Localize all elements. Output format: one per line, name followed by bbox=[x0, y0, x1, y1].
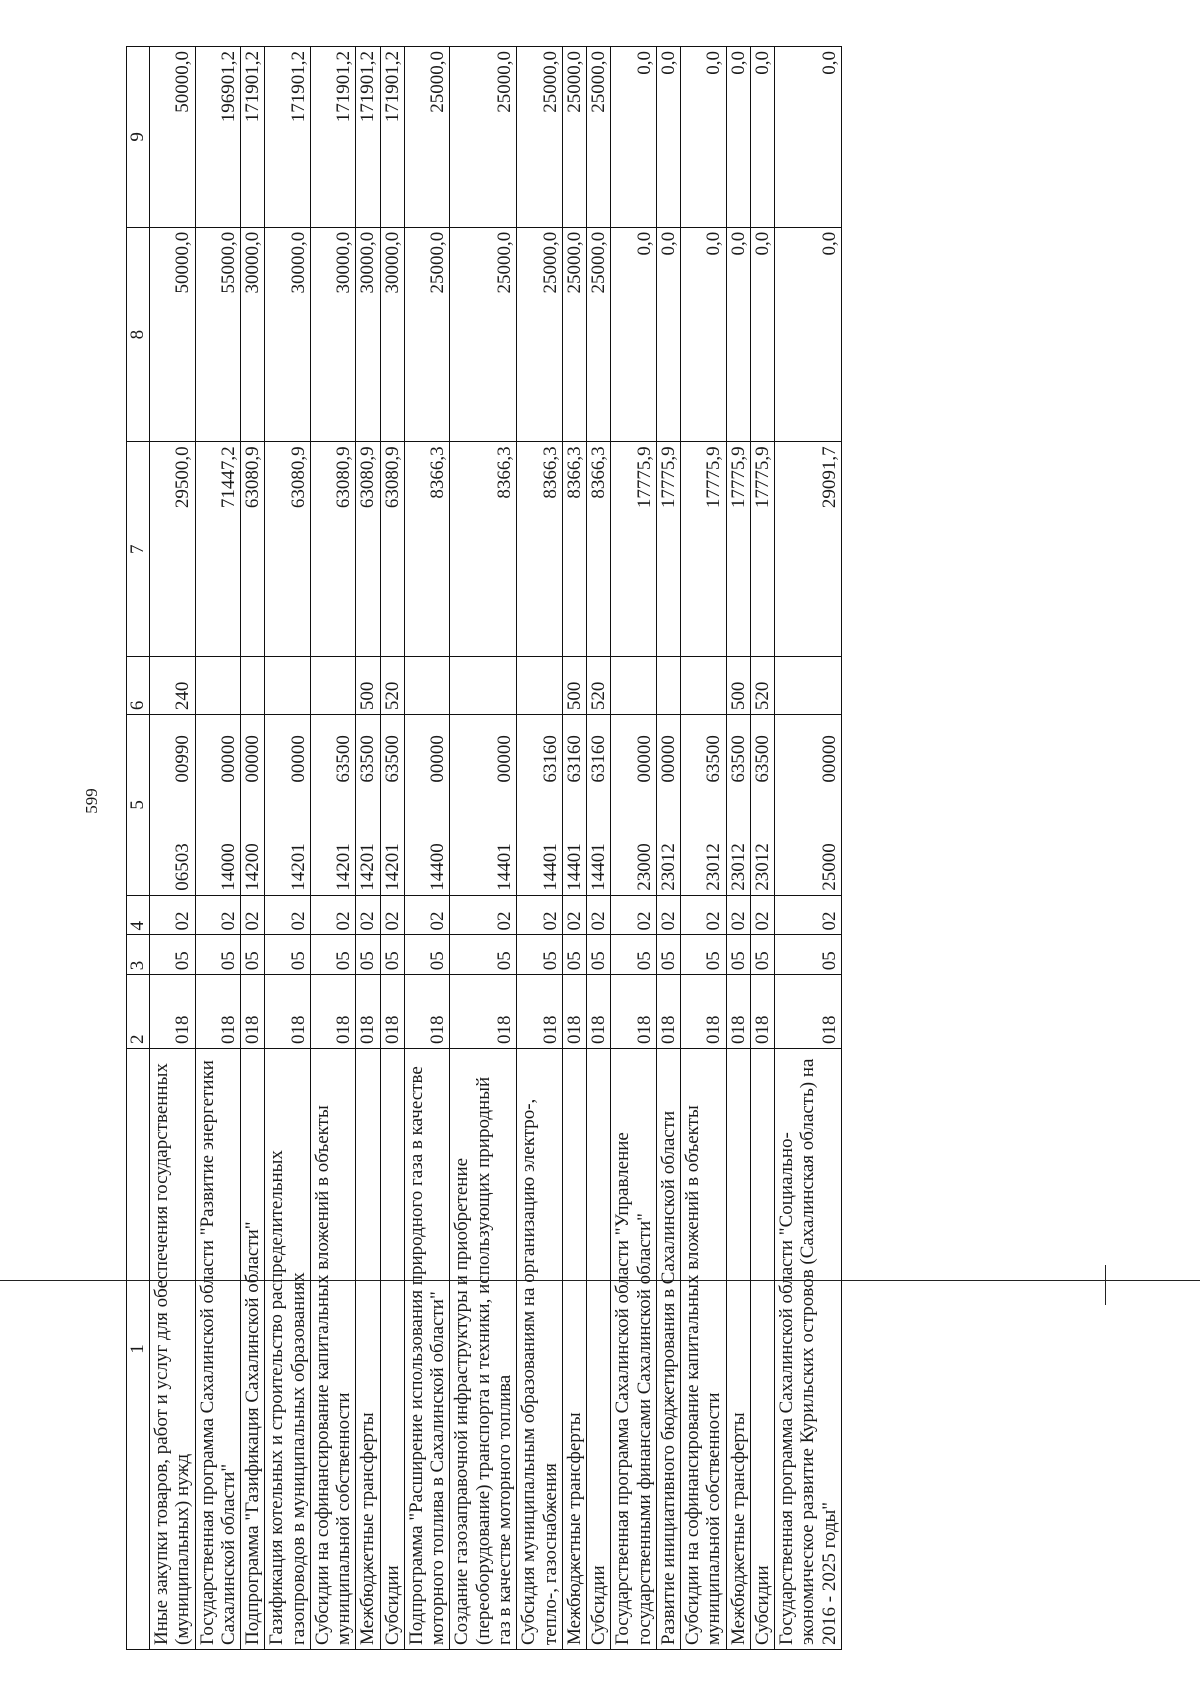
row-amount-col7: 17775,9 bbox=[726, 442, 750, 657]
row-amount-col9: 0,0 bbox=[750, 47, 774, 228]
row-amount-col9: 196901,2 bbox=[195, 47, 241, 228]
row-amount-col9: 171901,2 bbox=[265, 47, 311, 228]
table-row bbox=[611, 47, 657, 1650]
table-row bbox=[562, 47, 586, 1650]
row-code: 018 bbox=[726, 975, 750, 1049]
row-target-article bbox=[404, 715, 450, 896]
row-expense-type bbox=[775, 657, 842, 715]
row-target-article-part1: 14401 bbox=[588, 843, 610, 891]
table-row bbox=[404, 47, 450, 1650]
row-section: 05 bbox=[150, 935, 196, 975]
row-code: 018 bbox=[611, 975, 657, 1049]
row-expense-type bbox=[195, 657, 241, 715]
row-expense-type: 520 bbox=[380, 657, 404, 715]
rotated-page bbox=[80, 46, 1110, 1660]
row-target-article-part2: 00000 bbox=[818, 735, 840, 783]
row-name: Субсидии bbox=[380, 1049, 404, 1650]
header-col-7: 7 bbox=[127, 442, 150, 657]
table-row bbox=[265, 47, 311, 1650]
row-amount-col8: 0,0 bbox=[726, 227, 750, 442]
row-target-article-part2: 63160 bbox=[539, 735, 561, 783]
row-target-article-part1: 14201 bbox=[287, 843, 309, 891]
row-amount-col9: 171901,2 bbox=[241, 47, 265, 228]
row-code: 018 bbox=[775, 975, 842, 1049]
table-row bbox=[241, 47, 265, 1650]
row-amount-col9: 25000,0 bbox=[404, 47, 450, 228]
row-name: Развитие инициативного бюджетирования в Сахалинской области bbox=[656, 1049, 680, 1650]
page-number: 599 bbox=[82, 788, 101, 814]
row-amount-col8: 25000,0 bbox=[450, 227, 517, 442]
row-target-article-part1: 23012 bbox=[657, 843, 679, 891]
row-target-article bbox=[150, 715, 196, 896]
row-target-article bbox=[380, 715, 404, 896]
row-expense-type: 520 bbox=[750, 657, 774, 715]
row-target-article-part1: 14201 bbox=[381, 843, 403, 891]
row-amount-col9: 25000,0 bbox=[517, 47, 563, 228]
row-expense-type bbox=[265, 657, 311, 715]
header-col-9: 9 bbox=[127, 47, 150, 228]
row-expense-type: 500 bbox=[726, 657, 750, 715]
row-target-article-part2: 63500 bbox=[727, 735, 749, 783]
row-amount-col7: 8366,3 bbox=[404, 442, 450, 657]
row-target-article bbox=[241, 715, 265, 896]
row-expense-type bbox=[681, 657, 727, 715]
row-target-article-part1: 14400 bbox=[427, 843, 449, 891]
row-subsection: 02 bbox=[404, 895, 450, 935]
row-code: 018 bbox=[404, 975, 450, 1049]
row-target-article-part2: 00000 bbox=[633, 735, 655, 783]
row-target-article-part2: 63500 bbox=[381, 735, 403, 783]
row-amount-col7: 63080,9 bbox=[241, 442, 265, 657]
row-target-article-part1: 14401 bbox=[539, 843, 561, 891]
row-section: 05 bbox=[517, 935, 563, 975]
row-amount-col8: 25000,0 bbox=[517, 227, 563, 442]
row-expense-type bbox=[517, 657, 563, 715]
row-amount-col8: 30000,0 bbox=[310, 227, 356, 442]
row-amount-col9: 171901,2 bbox=[356, 47, 380, 228]
row-code: 018 bbox=[562, 975, 586, 1049]
row-subsection: 02 bbox=[380, 895, 404, 935]
table-row bbox=[310, 47, 356, 1650]
row-expense-type: 520 bbox=[587, 657, 611, 715]
row-amount-col8: 0,0 bbox=[656, 227, 680, 442]
row-code: 018 bbox=[241, 975, 265, 1049]
row-section: 05 bbox=[450, 935, 517, 975]
row-target-article-part2: 63160 bbox=[563, 735, 585, 783]
table-row bbox=[775, 47, 842, 1650]
row-target-article-part2: 00000 bbox=[287, 735, 309, 783]
row-amount-col9: 50000,0 bbox=[150, 47, 196, 228]
row-name: Подпрограмма "Расширение использования природного газа в качестве моторного топлива в Сахалинской области" bbox=[404, 1049, 450, 1650]
row-code: 018 bbox=[750, 975, 774, 1049]
row-target-article bbox=[562, 715, 586, 896]
row-amount-col7: 29091,7 bbox=[775, 442, 842, 657]
row-target-article bbox=[775, 715, 842, 896]
row-amount-col8: 0,0 bbox=[681, 227, 727, 442]
row-section: 05 bbox=[750, 935, 774, 975]
row-amount-col7: 17775,9 bbox=[750, 442, 774, 657]
row-code: 018 bbox=[681, 975, 727, 1049]
row-code: 018 bbox=[356, 975, 380, 1049]
row-expense-type: 500 bbox=[562, 657, 586, 715]
row-section: 05 bbox=[380, 935, 404, 975]
row-section: 05 bbox=[587, 935, 611, 975]
row-expense-type bbox=[611, 657, 657, 715]
row-subsection: 02 bbox=[681, 895, 727, 935]
header-row bbox=[127, 47, 150, 1650]
row-amount-col8: 30000,0 bbox=[356, 227, 380, 442]
row-subsection: 02 bbox=[310, 895, 356, 935]
row-expense-type bbox=[404, 657, 450, 715]
row-amount-col8: 30000,0 bbox=[380, 227, 404, 442]
row-subsection: 02 bbox=[195, 895, 241, 935]
row-amount-col9: 25000,0 bbox=[562, 47, 586, 228]
row-section: 05 bbox=[265, 935, 311, 975]
row-expense-type bbox=[310, 657, 356, 715]
row-target-article-part1: 23012 bbox=[751, 843, 773, 891]
row-amount-col8: 25000,0 bbox=[562, 227, 586, 442]
row-target-article-part2: 63500 bbox=[357, 735, 379, 783]
row-amount-col8: 0,0 bbox=[750, 227, 774, 442]
row-amount-col9: 0,0 bbox=[656, 47, 680, 228]
row-amount-col7: 17775,9 bbox=[611, 442, 657, 657]
row-target-article-part2: 63160 bbox=[588, 735, 610, 783]
row-section: 05 bbox=[404, 935, 450, 975]
row-subsection: 02 bbox=[656, 895, 680, 935]
row-target-article bbox=[656, 715, 680, 896]
row-amount-col7: 71447,2 bbox=[195, 442, 241, 657]
row-amount-col8: 25000,0 bbox=[404, 227, 450, 442]
row-amount-col9: 0,0 bbox=[775, 47, 842, 228]
table-row bbox=[380, 47, 404, 1650]
row-expense-type bbox=[241, 657, 265, 715]
budget-table bbox=[126, 46, 842, 1650]
row-name: Иные закупки товаров, работ и услуг для обеспечения государственных (муниципальных) нужд bbox=[150, 1049, 196, 1650]
table-row bbox=[195, 47, 241, 1650]
row-target-article-part2: 00000 bbox=[427, 735, 449, 783]
row-target-article-part1: 14201 bbox=[357, 843, 379, 891]
row-amount-col8: 50000,0 bbox=[150, 227, 196, 442]
row-section: 05 bbox=[726, 935, 750, 975]
table-body bbox=[150, 47, 842, 1650]
row-subsection: 02 bbox=[150, 895, 196, 935]
row-target-article bbox=[356, 715, 380, 896]
header-col-5: 5 bbox=[127, 715, 150, 896]
row-subsection: 02 bbox=[775, 895, 842, 935]
row-amount-col7: 63080,9 bbox=[265, 442, 311, 657]
row-code: 018 bbox=[150, 975, 196, 1049]
row-section: 05 bbox=[775, 935, 842, 975]
row-subsection: 02 bbox=[611, 895, 657, 935]
row-target-article-part2: 00990 bbox=[172, 735, 194, 783]
row-name: Газификация котельных и строительство распределительных газопроводов в муниципальных образованиях bbox=[265, 1049, 311, 1650]
row-target-article bbox=[517, 715, 563, 896]
row-name: Межбюджетные трансферты bbox=[562, 1049, 586, 1650]
row-section: 05 bbox=[356, 935, 380, 975]
row-target-article-part2: 63500 bbox=[703, 735, 725, 783]
table-row bbox=[681, 47, 727, 1650]
row-target-article-part1: 14000 bbox=[217, 843, 239, 891]
row-amount-col7: 8366,3 bbox=[517, 442, 563, 657]
row-target-article-part2: 00000 bbox=[493, 735, 515, 783]
row-amount-col7: 63080,9 bbox=[356, 442, 380, 657]
row-subsection: 02 bbox=[356, 895, 380, 935]
table-row bbox=[517, 47, 563, 1650]
row-subsection: 02 bbox=[241, 895, 265, 935]
row-section: 05 bbox=[562, 935, 586, 975]
row-code: 018 bbox=[380, 975, 404, 1049]
row-amount-col9: 0,0 bbox=[726, 47, 750, 228]
header-col-6: 6 bbox=[127, 657, 150, 715]
row-section: 05 bbox=[310, 935, 356, 975]
row-subsection: 02 bbox=[450, 895, 517, 935]
row-target-article-part2: 00000 bbox=[242, 735, 264, 783]
row-name: Государственная программа Сахалинской области "Социально-экономическое развитие Курильских островов (Сахалинская область) на 2016 - 2025 годы" bbox=[775, 1049, 842, 1650]
row-target-article bbox=[587, 715, 611, 896]
row-target-article-part1: 25000 bbox=[818, 843, 840, 891]
row-subsection: 02 bbox=[750, 895, 774, 935]
table-row bbox=[356, 47, 380, 1650]
row-expense-type: 500 bbox=[356, 657, 380, 715]
row-amount-col9: 171901,2 bbox=[380, 47, 404, 228]
row-name: Субсидии bbox=[750, 1049, 774, 1650]
row-amount-col9: 25000,0 bbox=[450, 47, 517, 228]
row-target-article-part2: 63500 bbox=[333, 735, 355, 783]
row-code: 018 bbox=[587, 975, 611, 1049]
row-amount-col7: 17775,9 bbox=[656, 442, 680, 657]
row-target-article bbox=[681, 715, 727, 896]
row-name: Межбюджетные трансферты bbox=[726, 1049, 750, 1650]
row-code: 018 bbox=[265, 975, 311, 1049]
row-code: 018 bbox=[450, 975, 517, 1049]
table-row bbox=[656, 47, 680, 1650]
row-amount-col9: 171901,2 bbox=[310, 47, 356, 228]
header-col-2: 2 bbox=[127, 975, 150, 1049]
table-row bbox=[750, 47, 774, 1650]
table-row bbox=[726, 47, 750, 1650]
row-amount-col8: 30000,0 bbox=[265, 227, 311, 442]
row-subsection: 02 bbox=[265, 895, 311, 935]
row-target-article-part2: 63500 bbox=[751, 735, 773, 783]
table-row bbox=[450, 47, 517, 1650]
row-target-article bbox=[750, 715, 774, 896]
row-target-article-part2: 00000 bbox=[217, 735, 239, 783]
row-amount-col8: 25000,0 bbox=[587, 227, 611, 442]
row-code: 018 bbox=[517, 975, 563, 1049]
row-amount-col9: 0,0 bbox=[611, 47, 657, 228]
header-col-1: 1 bbox=[127, 1049, 150, 1650]
row-target-article-part1: 23012 bbox=[703, 843, 725, 891]
row-subsection: 02 bbox=[726, 895, 750, 935]
row-target-article-part1: 14201 bbox=[333, 843, 355, 891]
row-amount-col7: 29500,0 bbox=[150, 442, 196, 657]
row-amount-col8: 0,0 bbox=[775, 227, 842, 442]
row-name: Межбюджетные трансферты bbox=[356, 1049, 380, 1650]
row-amount-col7: 8366,3 bbox=[562, 442, 586, 657]
row-target-article bbox=[310, 715, 356, 896]
row-expense-type bbox=[450, 657, 517, 715]
row-section: 05 bbox=[611, 935, 657, 975]
row-name: Государственная программа Сахалинской области "Управление государственными финансами Сахалинской области" bbox=[611, 1049, 657, 1650]
row-target-article bbox=[611, 715, 657, 896]
row-amount-col9: 25000,0 bbox=[587, 47, 611, 228]
row-name: Субсидии bbox=[587, 1049, 611, 1650]
row-target-article-part1: 06503 bbox=[172, 843, 194, 891]
row-code: 018 bbox=[195, 975, 241, 1049]
table-row bbox=[587, 47, 611, 1650]
row-expense-type bbox=[656, 657, 680, 715]
row-subsection: 02 bbox=[587, 895, 611, 935]
row-subsection: 02 bbox=[562, 895, 586, 935]
row-expense-type: 240 bbox=[150, 657, 196, 715]
header-col-4: 4 bbox=[127, 895, 150, 935]
row-name: Государственная программа Сахалинской области "Развитие энергетики Сахалинской области" bbox=[195, 1049, 241, 1650]
row-section: 05 bbox=[195, 935, 241, 975]
row-name: Создание газозаправочной инфраструктуры и приобретение (переоборудование) транспорта и техники, использующих природный газ в качестве моторного топлива bbox=[450, 1049, 517, 1650]
row-target-article-part1: 14200 bbox=[242, 843, 264, 891]
row-section: 05 bbox=[681, 935, 727, 975]
row-target-article bbox=[450, 715, 517, 896]
row-amount-col8: 55000,0 bbox=[195, 227, 241, 442]
header-col-3: 3 bbox=[127, 935, 150, 975]
row-amount-col9: 0,0 bbox=[681, 47, 727, 228]
row-section: 05 bbox=[241, 935, 265, 975]
row-target-article bbox=[265, 715, 311, 896]
row-target-article bbox=[195, 715, 241, 896]
row-section: 05 bbox=[656, 935, 680, 975]
row-name: Субсидия муниципальным образованиям на организацию электро-, тепло-, газоснабжения bbox=[517, 1049, 563, 1650]
row-target-article-part2: 00000 bbox=[657, 735, 679, 783]
row-name: Подпрограмма "Газификация Сахалинской области" bbox=[241, 1049, 265, 1650]
row-target-article-part1: 14401 bbox=[493, 843, 515, 891]
row-amount-col7: 8366,3 bbox=[450, 442, 517, 657]
row-amount-col7: 8366,3 bbox=[587, 442, 611, 657]
row-name: Субсидии на софинансирование капитальных вложений в объекты муниципальной собственности bbox=[310, 1049, 356, 1650]
row-subsection: 02 bbox=[517, 895, 563, 935]
row-target-article-part1: 23000 bbox=[633, 843, 655, 891]
row-target-article bbox=[726, 715, 750, 896]
row-target-article-part1: 23012 bbox=[727, 843, 749, 891]
row-amount-col8: 30000,0 bbox=[241, 227, 265, 442]
header-col-8: 8 bbox=[127, 227, 150, 442]
row-amount-col7: 63080,9 bbox=[310, 442, 356, 657]
row-amount-col7: 17775,9 bbox=[681, 442, 727, 657]
row-code: 018 bbox=[310, 975, 356, 1049]
row-amount-col7: 63080,9 bbox=[380, 442, 404, 657]
row-name: Субсидии на софинансирование капитальных вложений в объекты муниципальной собственности bbox=[681, 1049, 727, 1650]
row-amount-col8: 0,0 bbox=[611, 227, 657, 442]
row-target-article-part1: 14401 bbox=[563, 843, 585, 891]
table-row bbox=[150, 47, 196, 1650]
row-code: 018 bbox=[656, 975, 680, 1049]
